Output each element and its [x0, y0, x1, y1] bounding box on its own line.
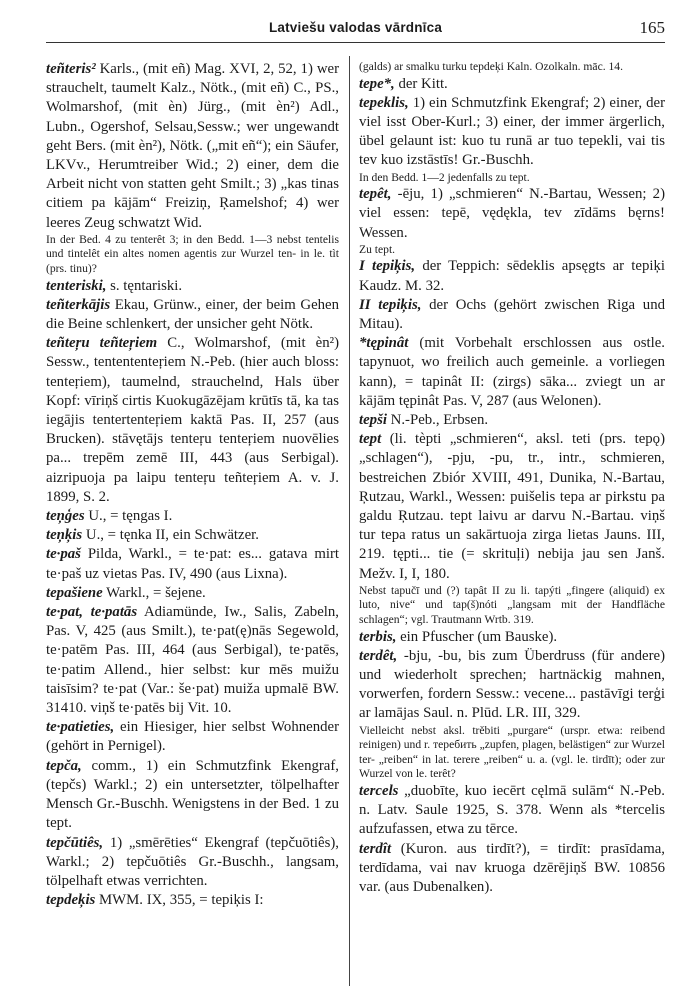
entry-text: der Teppich: sēdeklis apsęgts ar tepiķi Kaudz. M. 32. [359, 258, 665, 294]
dictionary-entry [46, 526, 339, 545]
entry-text: Warkl., = šejene. [102, 584, 206, 601]
headword: II tepiķis, [359, 296, 422, 313]
entry-text: Pilda, Warkl., = te·pat: es... gatava mirt te·paš uz vietas Pas. IV, 490 (aus Lixna). [46, 546, 339, 582]
headword: teñteŗu teñteŗiem [46, 335, 158, 352]
entry-text: der Kitt. [394, 75, 448, 92]
dictionary-entry [359, 782, 665, 840]
headword: tepčūtiês, [46, 834, 104, 851]
entry-text: C., Wolmarshof, (mit èn²) Sessw., tentententeŗiem N.-Peb. (hier auch bloss: tenteŗiem), taumelnd, strauchelnd, Hals über Kopf: vīriņš cirtis Kuokugāzējam krūtīs tā, ka tas iegājis tentertenteŗiem kaktā Pas. II, 257 (aus Brucken). stāvętājs tenteŗu tenteŗiem nuovēlies pa... trepēm zemē III, 443 (aus Serbigal). aizripuoja pa laipu tenteŗu teñteŗiem A. v. J. 1899, S. 2. [46, 335, 339, 505]
dictionary-entry [359, 94, 665, 171]
dictionary-entry [46, 334, 339, 507]
entry-text: MWM. IX, 355, = tepiķis I: [95, 892, 264, 909]
headword: tepča, [46, 757, 82, 774]
headword: teñterkājis [46, 296, 111, 313]
headword: teñteris² [46, 61, 96, 77]
entry-text: In der Bed. 4 zu tenterêt 3; in den Bedd. 1—3 nebst tentelis und tintelêt ein altes nomen agentis zur Wurzel ten- in le. tìt (prs. tinu)? [46, 232, 339, 276]
dictionary-entry [46, 507, 339, 526]
dictionary-entry [359, 75, 665, 94]
entry-text: comm., 1) ein Schmutzfink Ekengraf, (tepčs) Warkl.; 2) ein untersetzter, tölpelhafter Mensch Gr.-Buschh. Wenigstens in der Bed. 1 zu tept. [46, 757, 339, 832]
dictionary-entry [359, 257, 665, 295]
entry-text: der Ochs (gehört zwischen Riga und Mitau). [359, 296, 665, 333]
headword: tepši [359, 412, 387, 429]
headword: tepeklis, [359, 94, 409, 111]
entry-text: 1) „smērēties“ Ekengraf (tepčuōtiês), Warkl.; 2) tepčuōtiês Gr.-Buschh., langsam, tölpelhaft etwas verrichten. [46, 834, 339, 889]
entry-text: Ekau, Grünw., einer, der beim Gehen die Beine schlenkert, der unsicher geht Nötk. [46, 296, 339, 333]
dictionary-entry [46, 757, 339, 834]
headword: tepdeķis [46, 892, 96, 909]
headword: teņķis [46, 527, 83, 544]
headword: *tępinât [359, 335, 409, 352]
dictionary-entry [359, 296, 665, 334]
entry-text: -ēju, 1) „schmieren“ N.-Bartau, Wessen; 2) viel essen: tepē, vędękla, tev zīdāms bęrns! Wessen. [359, 186, 665, 241]
running-head [46, 18, 665, 42]
entry-text: Nebst tapučī und (?) tapât II zu li. tapýti „fingere (aliquid) ex luto, nive“ und tap(š)nóti „langsam mit der Handfläche schlagen“; vgl. Trautmann Wrtb. 319. [359, 583, 665, 627]
dictionary-entry [46, 60, 339, 233]
headword: terdît [359, 840, 392, 857]
dictionary-entry [359, 185, 665, 243]
entry-text: U., = tęngas I. [84, 508, 173, 525]
dictionary-entry [46, 545, 339, 583]
entry-text: -bju, -bu, bis zum Überdruss (für andere) und wiederholt sprechen; hartnäckig mahnen, vorwerfen, fordern Sessw.: vecene... pastāvīgi terģi ar lamājas Saul. n. Plūd. LR. III, 329. [359, 647, 665, 722]
dictionary-entry [359, 647, 665, 724]
etymology-note [359, 171, 665, 186]
headword: terdêt, [359, 647, 398, 664]
entry-text: (mit Vorbehalt erschlossen aus ostle. tapynuot, wo freilich auch gemeinle. a vorliegen kann), = tapinât II: (zirgs) sāka... zviegt un ar kājām tępinât Pas. V, 287 (aus Welonen). [359, 335, 665, 409]
right-column [359, 60, 665, 990]
etymology-note [46, 233, 339, 277]
headword: terbis, [359, 628, 397, 645]
dictionary-entry [46, 296, 339, 334]
headword: tepêt, [359, 186, 392, 203]
page-number: 165 [639, 18, 665, 37]
dictionary-entry [46, 584, 339, 603]
headword: I tepiķis, [359, 258, 416, 275]
headword: te·patieties, [46, 719, 115, 736]
dictionary-entry [46, 834, 339, 892]
entry-text: s. tęntariski. [106, 277, 183, 294]
headword: tercels [359, 783, 399, 800]
dictionary-entry [46, 277, 339, 296]
entry-text: U., = tęnka II, ein Schwätzer. [82, 527, 259, 544]
dictionary-entry [359, 430, 665, 584]
dictionary-entry [359, 334, 665, 411]
etymology-note [359, 724, 665, 782]
dictionary-entry [46, 718, 339, 756]
dictionary-entry [359, 411, 665, 430]
headword: tepe*, [359, 75, 395, 92]
column-divider [349, 56, 350, 986]
page-title: Latviešu valodas vārdnīca [268, 20, 443, 35]
etymology-note [359, 584, 665, 628]
entry-text: (Kuron. aus tirdīt?), = tirdīt: prasīdama, terdīdama, vai nav kruoga dzērējiņš BW. 10856 var. (aus Dubenalken). [359, 840, 665, 896]
entry-text: ein Hiesiger, hier selbst Wohnender (gehört in Pernigel). [46, 719, 339, 755]
headword: te·paš [46, 546, 81, 563]
dictionary-entry [359, 628, 665, 647]
entry-text: ein Pfuscher (um Bauske). [396, 628, 558, 645]
entry-text: „duobīte, kuo iecērt cęlmā sulām“ N.-Peb. n. Latv. Saule 1925, S. 378. Wenn als *tercelis aufzufassen, etwa zu tērce. [359, 783, 665, 838]
headword: tepašiene [46, 584, 103, 601]
etymology-note [359, 243, 665, 258]
headword: te·pat, te·patās [46, 604, 138, 621]
headword: tenteriski, [46, 277, 107, 294]
entry-text: Adiamünde, Iw., Salis, Zabeln, Pas. V, 425 (aus Smilt.), te·pat(ę)nās Segewold, te·patēm Pas. III, 464 (aus Serbigal), te·patēs, te·patim Allend., hier selbst: kur mēs muižu taisīsim? te·pat (Var.: še·pat) muiža upmalē BW. 31410. viņš te·patēs bij Vit. 10. [46, 604, 339, 717]
dictionary-entry [46, 603, 339, 718]
entry-text: In den Bedd. 1—2 jedenfalls zu tept. [359, 170, 530, 184]
entry-text: (li. tèpti „schmieren“, aksl. teti (prs. tepǫ) „schlagen“), -pju, -pu, tr., intr., schmieren, bestreichen Zbiór XVIII, 491, Dunika, N.-Bartau, Ŗutzau, Warkl., Wessen: puišelis tepa ar pirkstu pa galdu Ŗutzau. tept laivu ar darvu N.-Bartau. viņš tur tepa ratus un sakārtuoja zirga lietas Jauns. III, 219. tępti... tie (= skrituļi) nebija jau sen Janš. Mežv. I, I, 180. [359, 431, 665, 582]
entry-text: Vielleicht nebst aksl. trěbiti „purgare“ (urspr. etwa: reibend reinigen) und r. теребить „zupfen, plagen, belästigen“ zur Wurzel ter- „reiben“ in lat. terere „reiben“ u. a. (vgl. le. tirdīt); oder zur Wurzel von le. terêt? [359, 723, 665, 781]
entry-text: N.-Peb., Erbsen. [386, 412, 489, 429]
headword: teņģes [46, 508, 85, 525]
header-rule [46, 42, 665, 43]
etymology-note [359, 60, 665, 75]
entry-text: Zu tept. [359, 242, 396, 256]
left-column [46, 60, 339, 990]
headword: tept [359, 431, 382, 448]
dictionary-entry [359, 840, 665, 898]
entry-text: 1) ein Schmutzfink Ekengraf; 2) einer, der viel isst Ober-Kurl.; 3) einer, der immer ärgerlich, übel gelaunt ist: kuo tu runā ar tuo tepekli, vai tis tev kuo izstāstīs! Gr.-Buschh. [359, 94, 665, 169]
entry-text: (galds) ar smalku turku tepdeķi Kaln. Ozolkaln. māc. 14. [359, 60, 624, 73]
dictionary-entry [46, 891, 339, 910]
entry-text: Karls., (mit eñ) Mag. XVI, 2, 52, 1) wer strauchelt, taumelt Kalz., Nötk., (mit eñ) C., PS., Wolmarshof, (mit èn) Jürg., (mit èn²) Adl., Lubn., Ogershof, Selsau,Sessw.; wer ungewandt geht Bers. (mit èn²), Nötk. („mit eñ“); ein Säufer, LKVv., Herumtreiber Wid.; 2) einer, dem die Arbeit nicht von statten geht Smilt.; 3) „kas tinas citiem pa kājām“ Freiziņ, Ŗamelshof; 4) wer leeres Zeug schwatzt Wid. [46, 61, 339, 231]
